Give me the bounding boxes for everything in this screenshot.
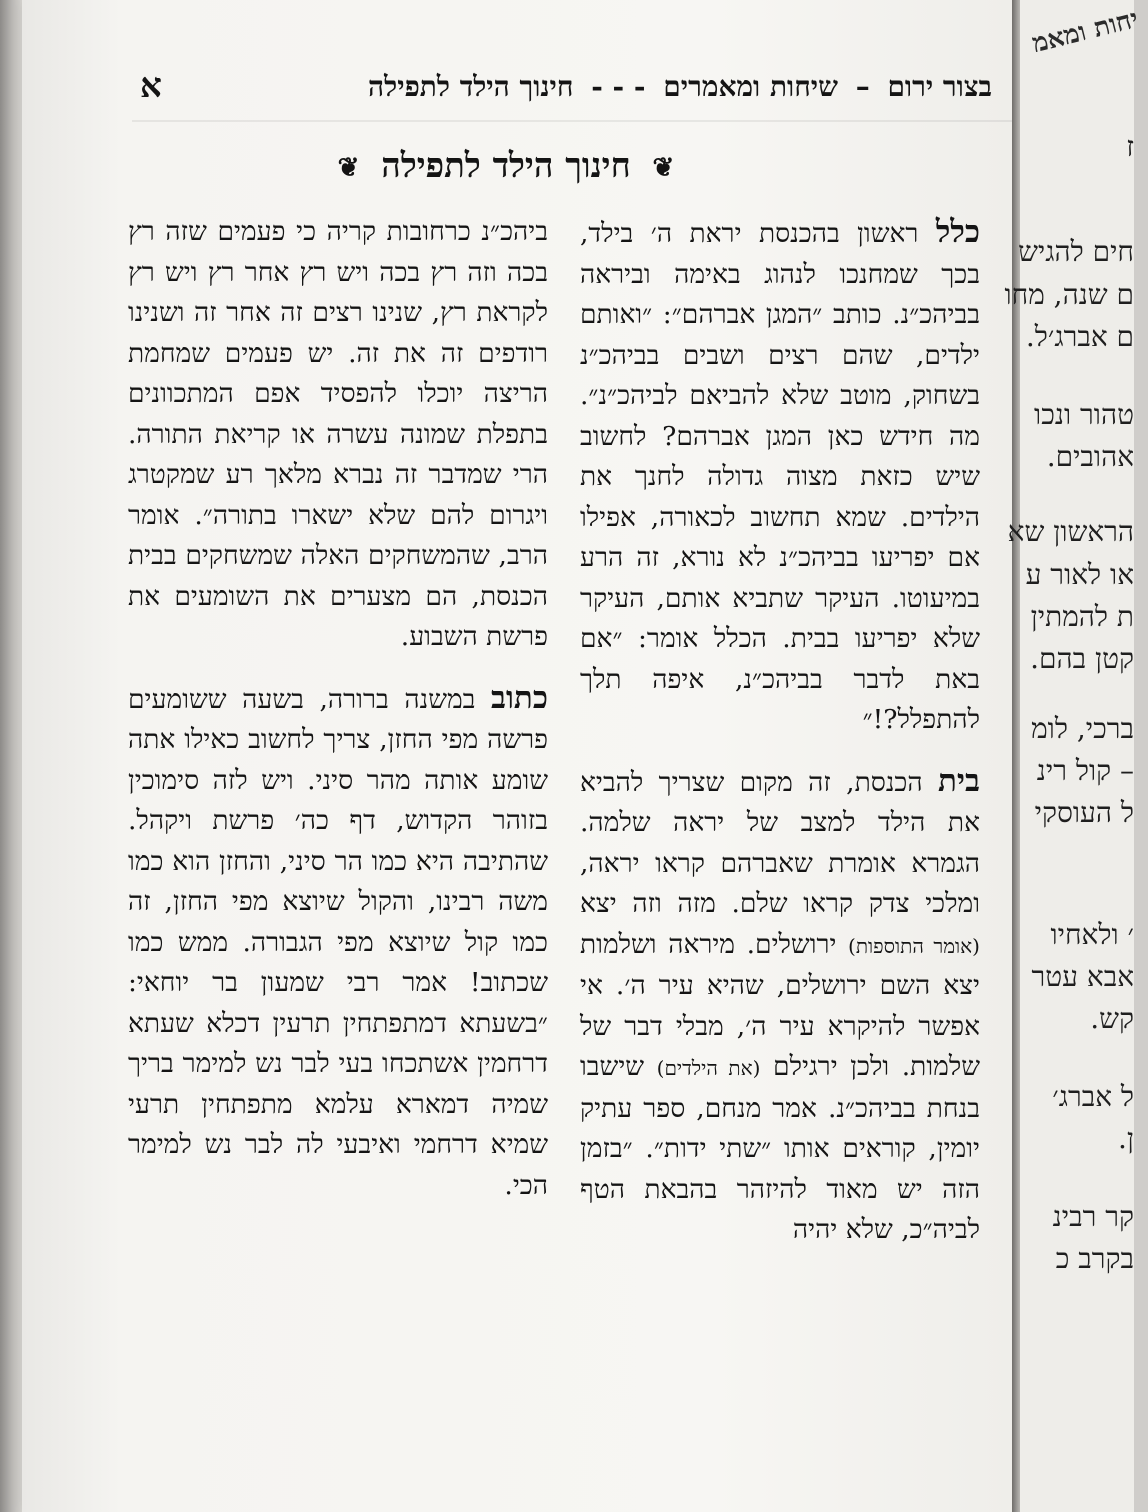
facing-line: קר רבינ xyxy=(1052,1200,1134,1233)
paragraph-text: שישבו בנחת בביהכ״נ. אמר מנחם, ספר עתיק יומין, קוראים אותו ״שתי ידות״. ״בזמן הזה יש מאוד להיזהר בהבאת הטף לביה״כ, שלא יהיה xyxy=(580,1051,980,1245)
show-through xyxy=(132,120,1012,122)
header-dash: – xyxy=(855,70,870,103)
paragraph-lead-word: כלל xyxy=(935,214,980,250)
paragraph-lead-word: כתוב xyxy=(491,679,548,716)
paragraph-text: ביהכ״נ כרחובות קריה כי פעמים שזה רץ בכה וזה רץ בכה ויש רץ אחר רץ ויש רץ לקראת רץ, שנינו רצים זה אחר זה ושנינו רודפים זה את זה. יש פעמים שמחמת הריצה יוכלו להפסיד אפם המתכוונים בתפלת שמונה עשרה או קריאת התורה. הרי שמדבר זה נברא מלאך רע שמקטרג ויגרום להם שלא ישארו בתורה״. אומר הרב, שהמשחקים האלה שמשחקים בבית הכנסת, הם מצערים את השומעים את פרשת השבוע. xyxy=(128,216,548,652)
page-number: א xyxy=(140,66,162,106)
chapter-title: חינוך הילד לתפילה xyxy=(368,70,574,103)
paragraph xyxy=(580,212,980,741)
facing-line: ם שנה, מחו xyxy=(1004,278,1134,311)
ornament-icon: ❦ xyxy=(337,153,360,183)
facing-line: ם אברג׳ל. xyxy=(1025,320,1134,353)
header-dashes: - - - xyxy=(591,70,646,103)
facing-line: ז xyxy=(1126,130,1134,163)
facing-line: – קול רינ xyxy=(1036,754,1134,787)
section-title: שיחות ומאמרים xyxy=(663,70,838,103)
facing-line: ל העוסקי xyxy=(1034,796,1134,829)
facing-line: אהובים. xyxy=(1046,440,1134,473)
paragraph-text: ירושלים. מיראה ושלמות יצא השם ירושלים, שהיא עיר ה׳. אי אפשר להיקרא עיר ה׳, מבלי דבר של שלמות. ולכן ירגילם xyxy=(580,928,980,1082)
facing-line: בקרב כ xyxy=(1055,1242,1134,1275)
facing-line: אבא עטר xyxy=(1031,960,1134,993)
facing-page-header: יחות ומאמ xyxy=(1029,4,1142,60)
paragraph-text: ראשון בהכנסת יראת ה׳ בילד, בכך שמחנכו לנהוג באימה וביראה בביהכ״נ. כותב ״המגן אברהם״: ״ואותם ילדים, שהם רצים ושבים בביהכ״נ בשחוק, מוטב שלא להביאם לביהכ״נ״. מה חידש כאן המגן אברהם? לחשוב שיש כזאת מצוה גדולה לחנך את הילדים. שמא תחשוב לכאורה, אפילו אם יפריעו בביהכ״נ לא נורא, זה הרע במיעוטו. העיקר שתביא אותם, העיקר שלא יפריעו בבית. הכלל אומר: ״אם באת לדבר בביהכ״נ, איפה תלך להתפלל?!״ xyxy=(580,218,980,735)
ornament-icon: ❦ xyxy=(652,153,675,183)
facing-line: ת להמתין xyxy=(1030,600,1134,633)
facing-line: טהור ונכו xyxy=(1034,398,1134,431)
facing-line: קש. xyxy=(1090,1002,1134,1035)
parenthetical-note: (את הילדים) xyxy=(656,1056,761,1080)
facing-line: ל אברג׳ xyxy=(1052,1080,1134,1113)
paragraph-text: במשנה ברורה, בשעה ששומעים פרשה מפי החזן, צריך לחשוב כאילו אתה שומע אותה מהר סיני. ויש לזה סימוכין בזוהר הקדוש, דף כה׳ פרשת ויקהל. שהתיבה היא כמו הר סיני, והחזן הוא כמו משה רבינו, והקול שיוצא מפי החזן, זה כמו קול שיוצא מפי הגבורה. ממש כמו שכתוב! אמר רבי שמעון בר יוחאי: ״בשעתא דמתפתחין תרעין דכלא שעתא דרחמין אשתכחו בעי לבר נש למימר בריך שמיה דמארא עלמא מתפתחין תרעי שמיא דרחמי ואיבעי לה לבר נש למימר הכי. xyxy=(128,683,548,1201)
paragraph xyxy=(580,761,980,1251)
facing-line: או לאור ע xyxy=(1025,558,1134,591)
paragraph-text: הכנסת, זה מקום שצריך להביא את הילד למצב של יראה שלמה. הגמרא אומרת שאברהם קראו יראה, ומלכי צדק קראו שלם. מזה וזה יצא xyxy=(580,766,980,919)
facing-line: חים להגיש xyxy=(1018,235,1134,268)
article-heading xyxy=(0,146,1012,186)
article-title: חינוך הילד לתפילה xyxy=(381,146,631,186)
book-edge xyxy=(0,0,22,1512)
paragraph xyxy=(128,212,548,658)
facing-line: קטן בהם. xyxy=(1030,642,1134,675)
facing-page xyxy=(1004,0,1142,1512)
book-title: בצור ירום xyxy=(887,70,992,103)
paragraph-lead-word: בית xyxy=(938,762,980,799)
paragraph xyxy=(128,678,548,1207)
facing-line: ברכי, לומ xyxy=(1031,712,1134,745)
facing-line: ׳ ולאחיו xyxy=(1050,918,1134,951)
facing-line: ן. xyxy=(1117,1122,1134,1155)
running-header xyxy=(150,70,1010,104)
text-column-left xyxy=(128,212,548,1226)
facing-line: הראשון שא xyxy=(1007,515,1134,548)
text-column-right xyxy=(580,212,980,1271)
parenthetical-note: (אומר התוספות) xyxy=(848,933,980,958)
